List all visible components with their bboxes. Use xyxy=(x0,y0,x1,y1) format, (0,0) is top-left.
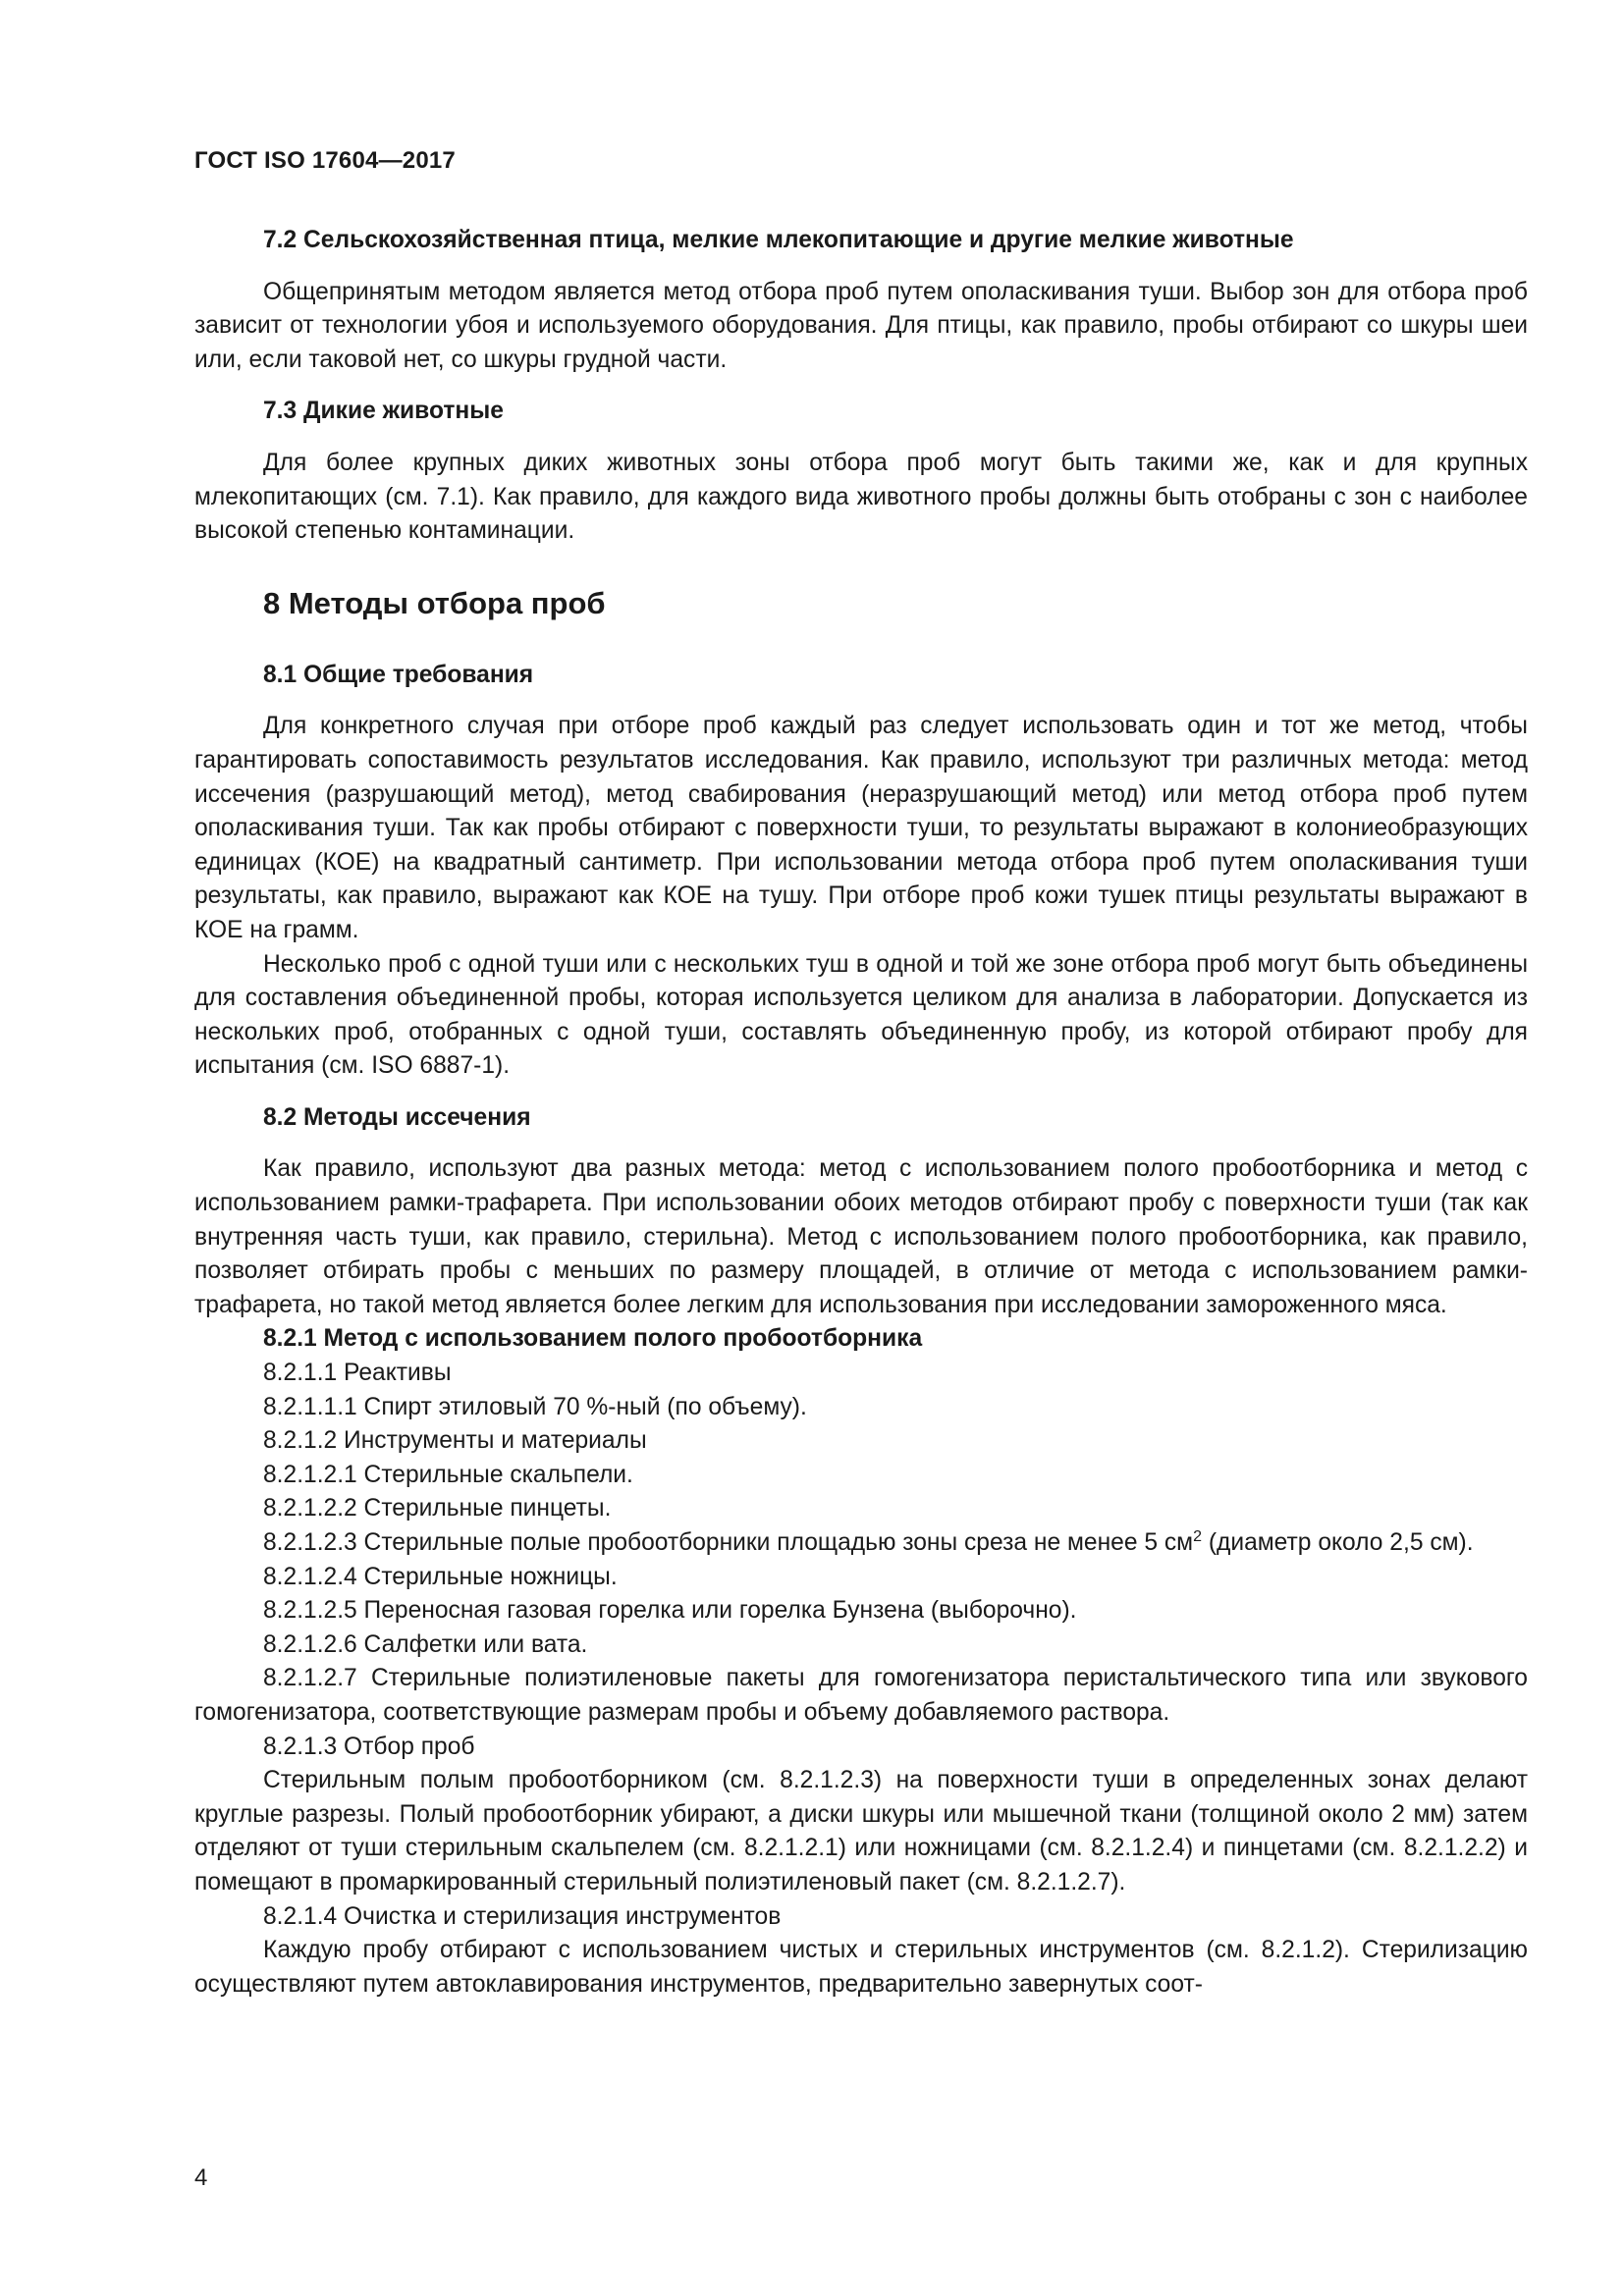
item-8-2-1-2-3-tail: (диаметр около 2,5 см). xyxy=(1201,1529,1474,1556)
paragraph-8-2-1-3: Стерильным полым пробоотборником (см. 8.2.1.2.3) на поверхности туши в определенных зонах делают круглые разрезы. Полый пробоотборник убирают, а диски шкуры или мышечной ткани (толщиной около 2 мм) затем отделяют от туши стерильным скальпелем (см. 8.2.1.2.1) или ножницами (см. 8.2.1.2.4) и пинцетами (см. 8.2.1.2.2) и помещают в промаркированный стерильный полиэтиленовый пакет (см. 8.2.1.2.7). xyxy=(194,1767,1528,1896)
item-8-2-1-2-4: 8.2.1.2.4 Стерильные ножницы. xyxy=(263,1563,618,1590)
section-7-2-title: 7.2 Сельскохозяйственная птица, мелкие млекопитающие и другие мелкие животные xyxy=(263,227,1294,253)
item-8-2-1-3: 8.2.1.3 Отбор проб xyxy=(263,1733,475,1760)
section-8-1-title: 8.1 Общие требования xyxy=(263,661,534,688)
item-8-2-1-1-1: 8.2.1.1.1 Спирт этиловый 70 %-ный (по объему). xyxy=(263,1393,807,1420)
document-body xyxy=(194,224,1528,2002)
item-8-2-1-1: 8.2.1.1 Реактивы xyxy=(263,1360,452,1387)
item-8-2-1-2-3-text: 8.2.1.2.3 Стерильные полые пробоотборники площадью зоны среза не менее 5 см xyxy=(263,1529,1194,1556)
item-8-2-1-2-7: 8.2.1.2.7 Стерильные полиэтиленовые пакеты для гомогенизатора перистальтического типа или звукового гомогенизатора, соответствующие размерам пробы и объему добавляемого раствора. xyxy=(194,1665,1528,1726)
item-8-2-1-2-3 xyxy=(194,1526,1528,1561)
item-8-2-1-2-6: 8.2.1.2.6 Салфетки или вата. xyxy=(263,1630,588,1658)
section-8-2-paragraph: Как правило, используют два разных метода: метод с использованием полого пробоотборника и метод с использованием рамки-трафарета. При использовании обоих методов отбирают пробу с поверхности туши (так как внутренняя часть туши, как правило, стерильна). Метод с использованием полого пробоотборника, как правило, позволяет отбирать пробы с меньших по размеру площадей, в отличие от метода с использованием рамки-трафарета, но такой метод является более легким для использования при исследовании замороженного мяса. xyxy=(194,1155,1528,1318)
paragraph-8-2-1-4: Каждую пробу отбирают с использованием чистых и стерильных инструментов (см. 8.2.1.2). Стерилизацию осуществляют путем автоклавирования инструментов, предварительно завернутых соот- xyxy=(194,1937,1528,1998)
section-8-2-title: 8.2 Методы иссечения xyxy=(263,1103,531,1131)
section-8-2-1-title: 8.2.1 Метод с использованием полого пробоотборника xyxy=(263,1325,923,1353)
page-number: 4 xyxy=(194,2164,208,2191)
section-7-3-paragraph: Для более крупных диких животных зоны отбора проб могут быть такими же, как и для крупных млекопитающих (см. 7.1). Как правило, для каждого вида животного пробы должны быть отобраны с зон с наиболее высокой степенью контаминации. xyxy=(194,449,1528,545)
section-8-1-paragraph-1: Для конкретного случая при отборе проб каждый раз следует использовать один и тот же метод, чтобы гарантировать сопоставимость результатов исследования. Как правило, используют три различных метода: метод иссечения (разрушающий метод), метод свабирования (неразрушающий метод) или метод отбора проб путем ополаскивания туши. Так как пробы отбирают с поверхности туши, то результаты выражают в колониеобразующих единицах (КОЕ) на квадратный сантиметр. При использовании метода отбора проб путем ополаскивания туши результаты, как правило, выражают как КОЕ на тушу. При отборе проб кожи тушек птицы результаты выражают в КОЕ на грамм. xyxy=(194,713,1528,943)
item-8-2-1-2-2: 8.2.1.2.2 Стерильные пинцеты. xyxy=(263,1495,612,1522)
item-8-2-1-2: 8.2.1.2 Инструменты и материалы xyxy=(263,1427,647,1455)
section-7-2-paragraph: Общепринятым методом является метод отбора проб путем ополаскивания туши. Выбор зон для отбора проб зависит от технологии убоя и используемого оборудования. Для птицы, как правило, пробы отбирают со шкуры шеи или, если таковой нет, со шкуры грудной части. xyxy=(194,278,1528,373)
section-8-title: 8 Методы отбора проб xyxy=(263,585,606,620)
item-8-2-1-2-3-superscript: 2 xyxy=(1193,1527,1202,1545)
document-header: ГОСТ ISO 17604—2017 xyxy=(194,147,456,174)
section-7-3-title: 7.3 Дикие животные xyxy=(263,398,504,425)
section-8-1-paragraph-2: Несколько проб с одной туши или с нескольких туш в одной и той же зоне отбора проб могут быть объединены для составления объединенной пробы, которая используется целиком для анализа в лаборатории. Допускается из нескольких проб, отобранных с одной туши, составлять объединенную пробу, из которой отбирают пробу для испытания (см. ISO 6887-1). xyxy=(194,950,1528,1080)
item-8-2-1-4: 8.2.1.4 Очистка и стерилизация инструментов xyxy=(263,1902,782,1930)
item-8-2-1-2-1: 8.2.1.2.1 Стерильные скальпели. xyxy=(263,1461,633,1488)
document-page xyxy=(194,0,1528,2296)
item-8-2-1-2-5: 8.2.1.2.5 Переносная газовая горелка или горелка Бунзена (выборочно). xyxy=(263,1597,1077,1625)
